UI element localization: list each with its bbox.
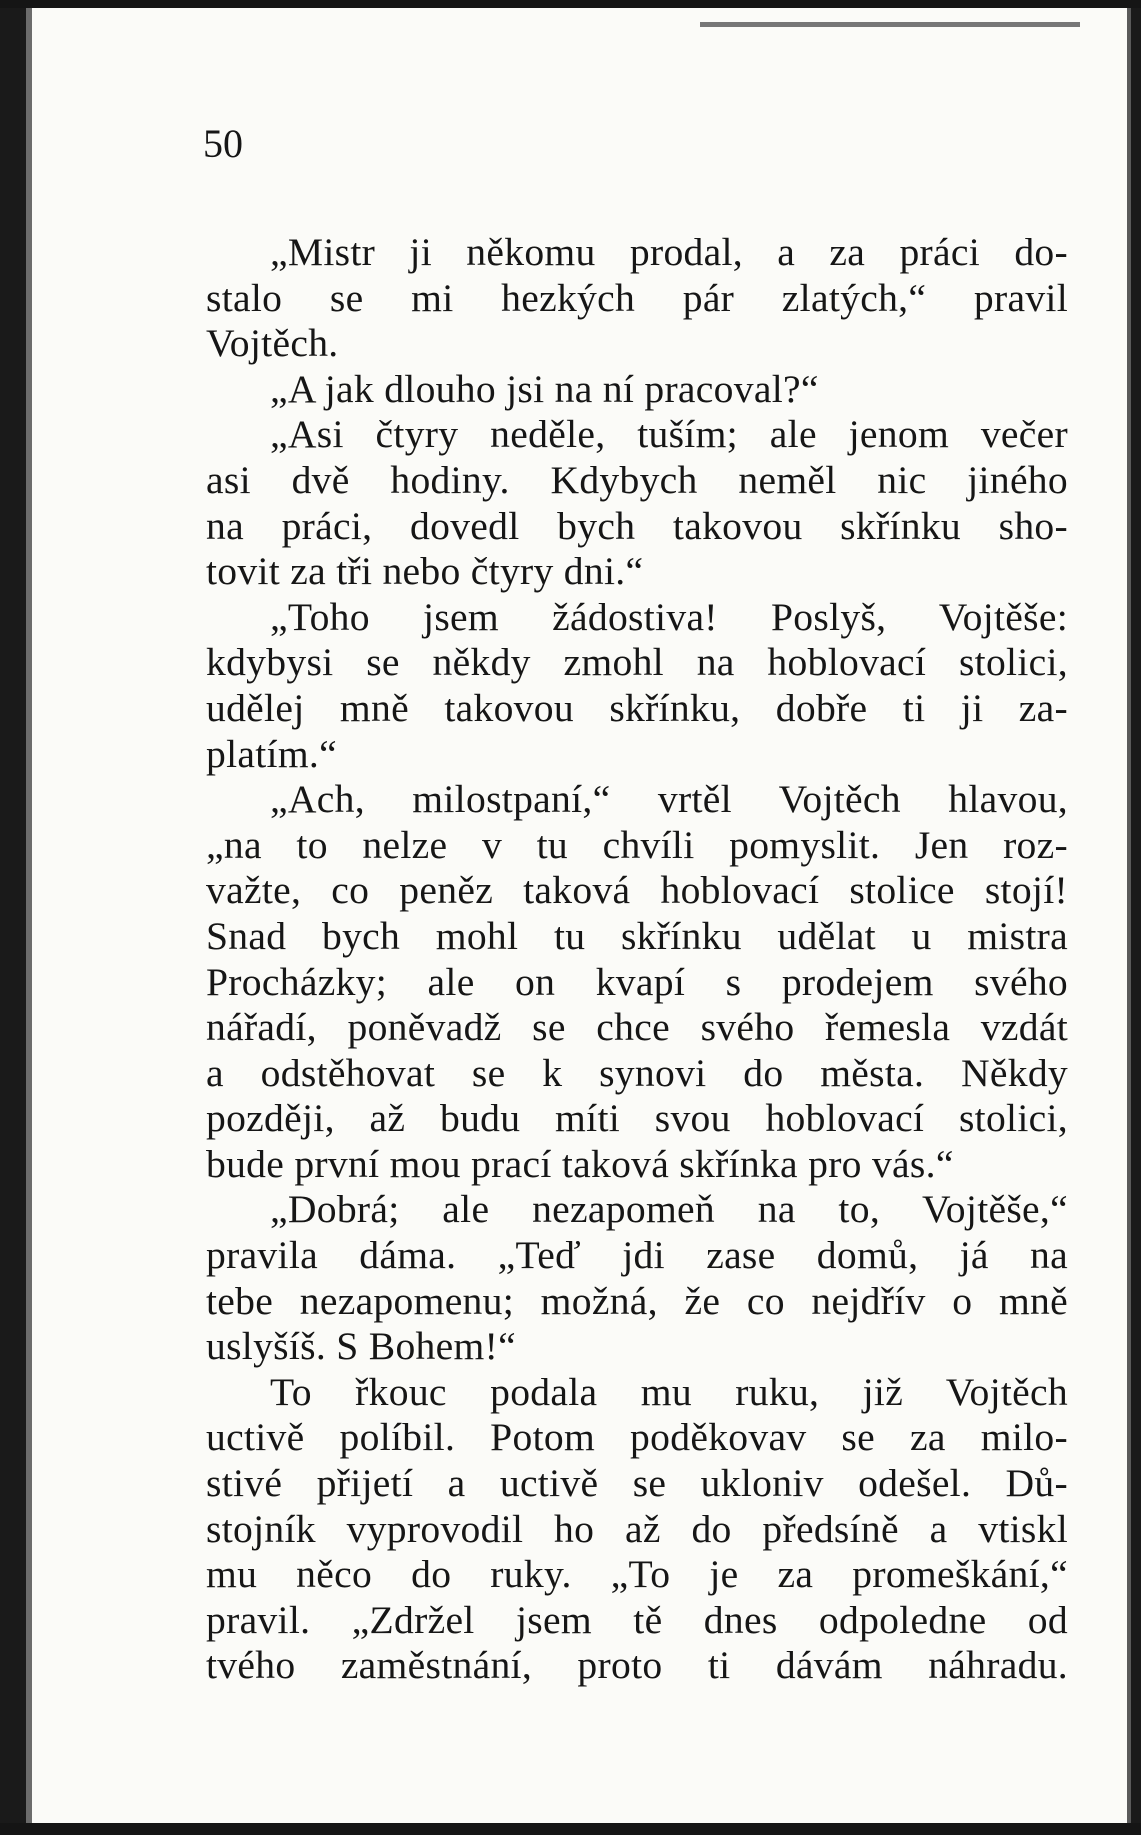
text-line: později, až budu míti svou hoblovací stolici,	[206, 1096, 1068, 1141]
text-line: „Asi čtyry neděle, tuším; ale jenom večer	[270, 412, 1068, 457]
text-line: nářadí, poněvadž se chce svého řemesla vzdát	[206, 1005, 1068, 1050]
scan-edge-left	[0, 0, 26, 1835]
text-line: kdybysi se někdy zmohl na hoblovací stolici,	[206, 640, 1068, 685]
text-line: Snad bych mohl tu skřínku udělat u mistra	[206, 913, 1068, 958]
text-line: tvého zaměstnání, proto ti dávám náhradu.	[206, 1643, 1068, 1688]
scan-edge-bottom	[0, 1823, 1141, 1835]
page-number: 50	[203, 121, 243, 166]
text-line: To řkouc podala mu ruku, již Vojtěch	[270, 1369, 1068, 1414]
scan-smudge	[700, 22, 1080, 27]
text-line: „Ach, milostpaní,“ vrtěl Vojtěch hlavou,	[270, 777, 1068, 822]
text-line: stivé přijetí a uctivě se ukloniv odešel. Dů-	[206, 1461, 1068, 1506]
text-line: „Mistr ji někomu prodal, a za práci do-	[270, 230, 1068, 274]
text-line: udělej mně takovou skřínku, dobře ti ji za-	[206, 685, 1068, 730]
text-line: stojník vyprovodil ho až do předsíně a vtiskl	[206, 1506, 1068, 1551]
scan-edge-top	[0, 0, 1141, 8]
text-line: tovit za tři nebo čtyry dni.“	[206, 549, 644, 594]
scan-edge-right	[1131, 0, 1141, 1835]
text-line: „na to nelze v tu chvíli pomyslit. Jen roz-	[206, 822, 1068, 867]
text-line: platím.“	[206, 731, 337, 776]
text-line: „Dobrá; ale nezapomeň na to, Vojtěše,“	[270, 1187, 1068, 1232]
text-line: uctivě políbil. Potom poděkovav se za milo-	[206, 1415, 1068, 1460]
text-line: pravil. „Zdržel jsem tě dnes odpoledne od	[206, 1597, 1068, 1642]
text-line: stalo se mi hezkých pár zlatých,“ pravil	[206, 275, 1068, 320]
body-text	[206, 230, 1068, 1689]
scan-edge-right-shadow	[1127, 0, 1131, 1835]
scan-edge-left-shadow	[26, 0, 32, 1835]
text-line: asi dvě hodiny. Kdybych neměl nic jiného	[206, 457, 1068, 502]
text-line: Vojtěch.	[206, 321, 339, 366]
text-line: a odstěhovat se k synovi do města. Někdy	[206, 1050, 1068, 1095]
text-line: na práci, dovedl bych takovou skřínku sho-	[206, 503, 1068, 548]
text-line: „A jak dlouho jsi na ní pracoval?“	[270, 366, 819, 411]
text-line: važte, co peněz taková hoblovací stolice stojí!	[206, 868, 1068, 913]
text-line: pravila dáma. „Teď jdi zase domů, já na	[206, 1233, 1068, 1278]
text-line: bude první mou prací taková skřínka pro vás.“	[206, 1141, 954, 1186]
text-line: mu něco do ruky. „To je za promeškání,“	[206, 1552, 1068, 1597]
text-line: uslyšíš. S Bohem!“	[206, 1324, 516, 1369]
text-line: tebe nezapomenu; možná, že co nejdřív o mně	[206, 1278, 1068, 1323]
text-line: Procházky; ale on kvapí s prodejem svého	[206, 959, 1068, 1004]
text-line: „Toho jsem žádostiva! Poslyš, Vojtěše:	[270, 594, 1068, 639]
